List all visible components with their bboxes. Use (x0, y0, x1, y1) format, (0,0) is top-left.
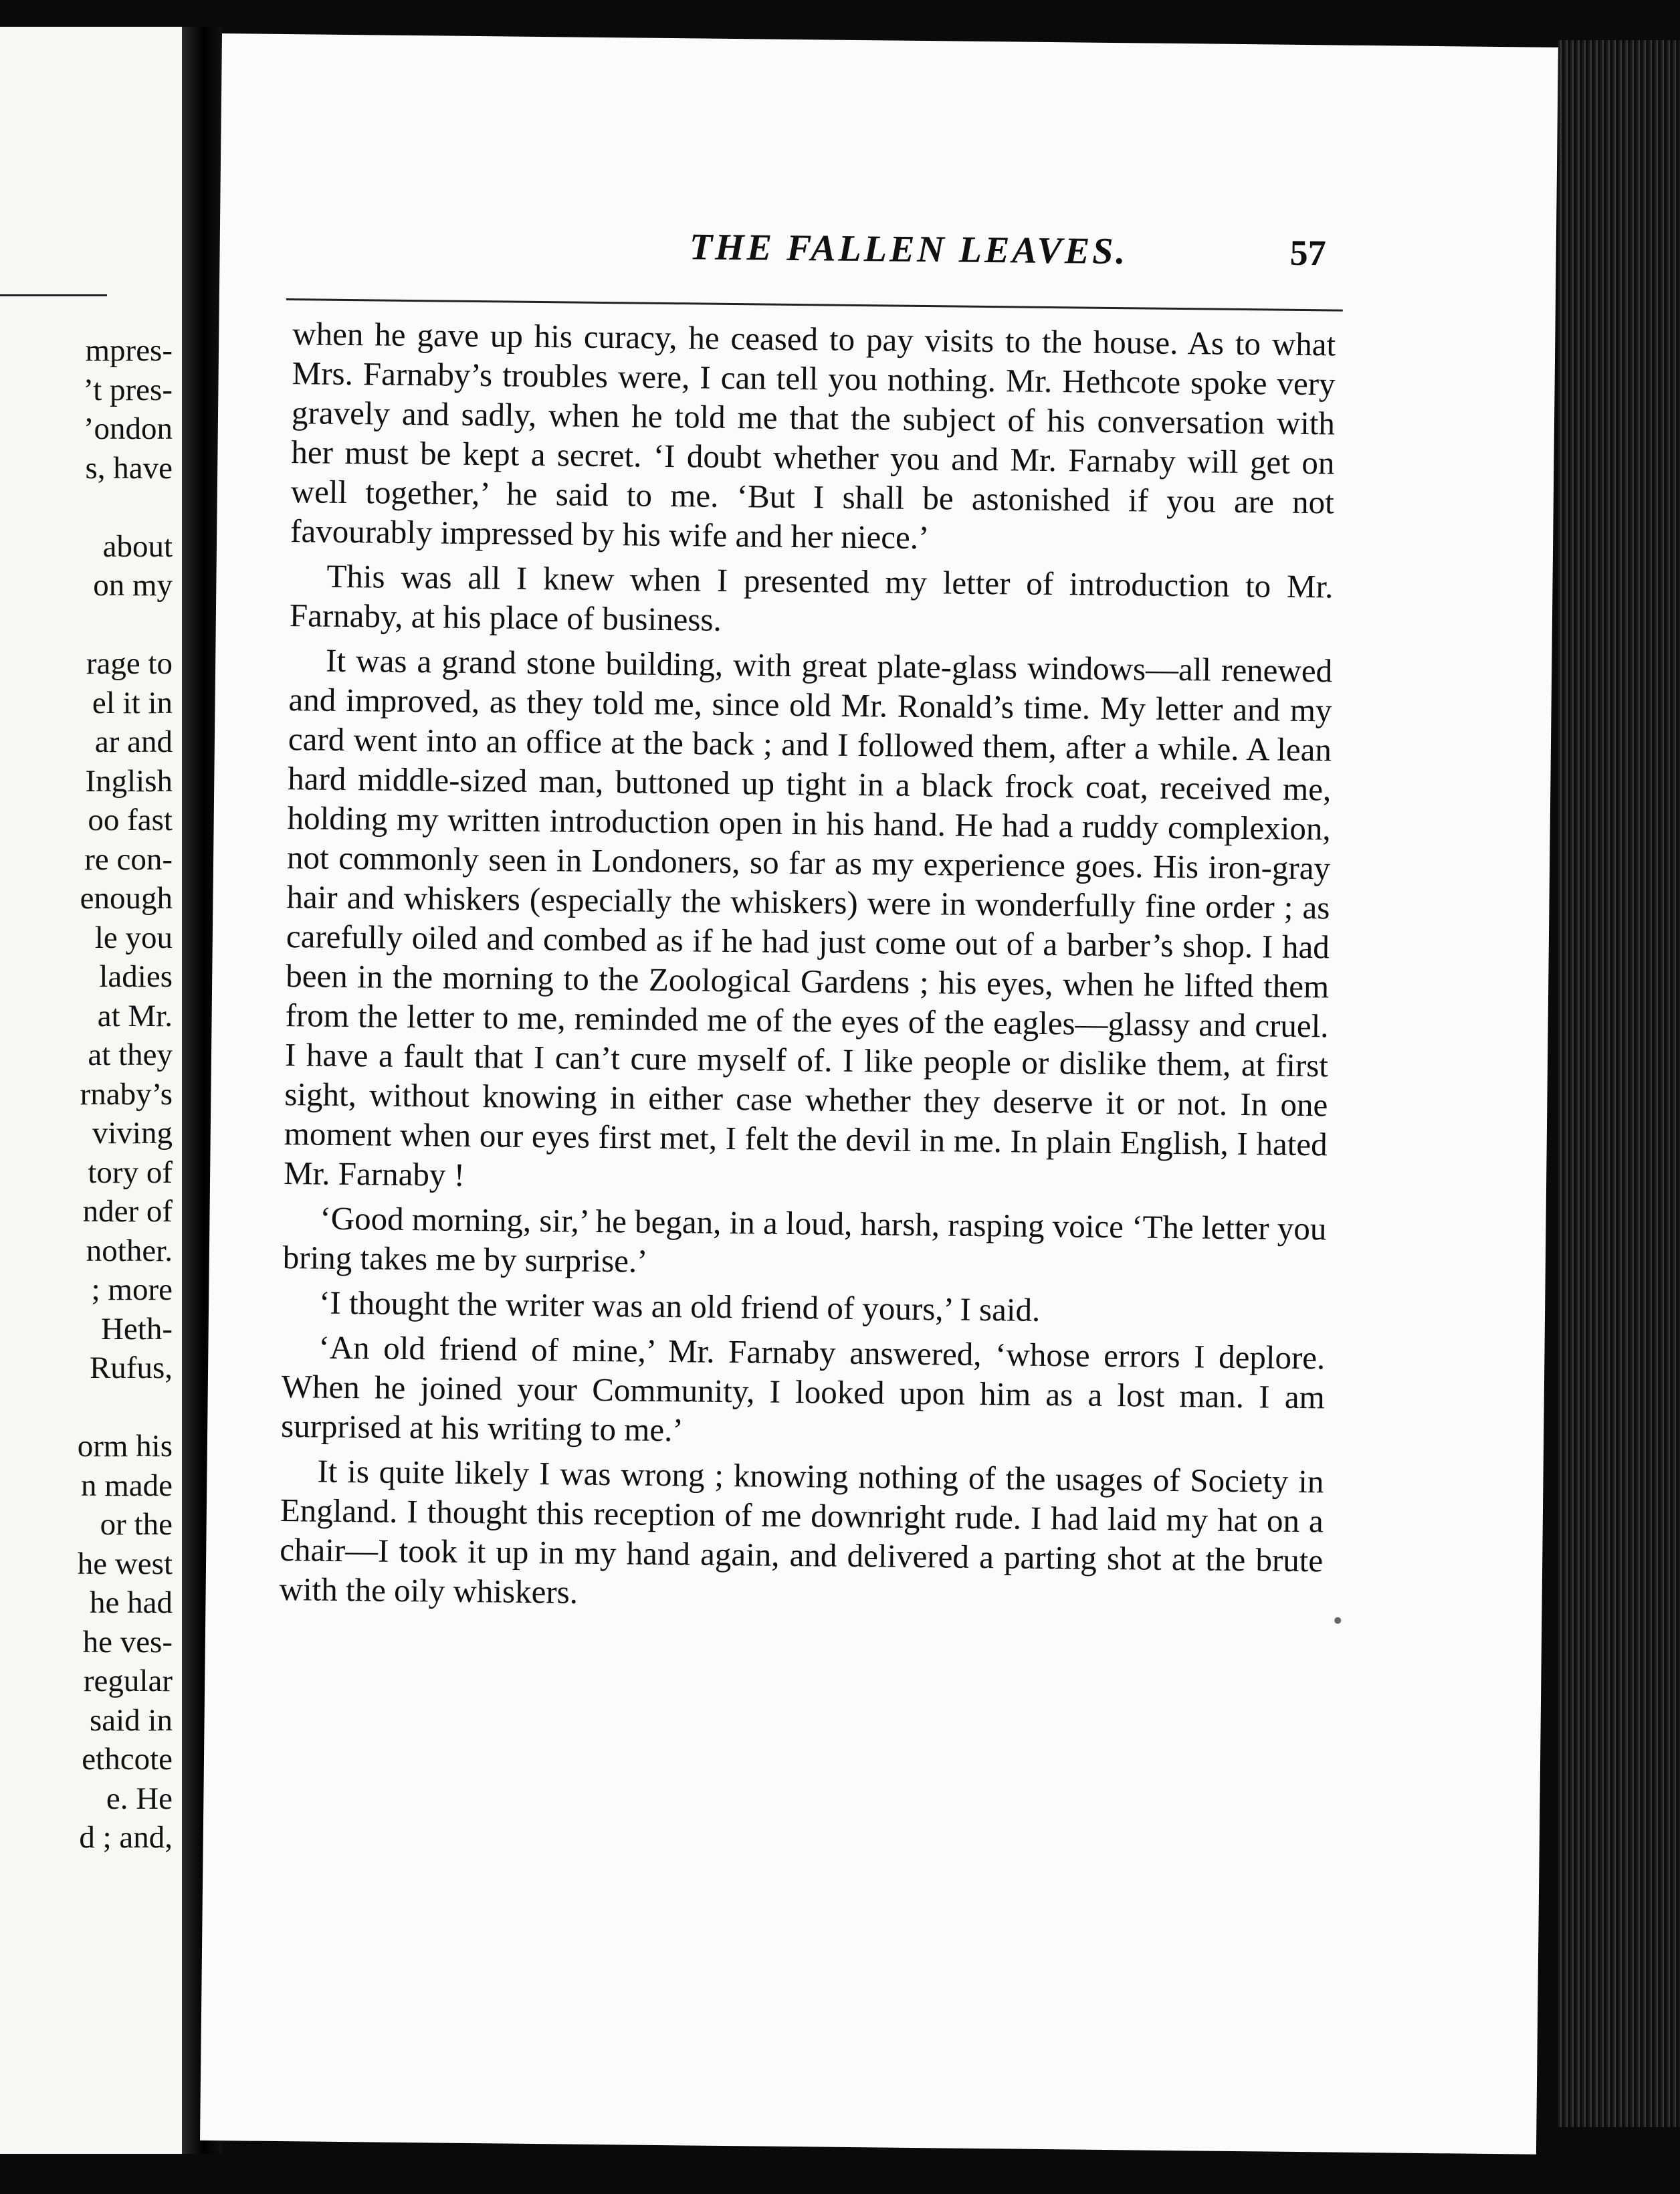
previous-page-line: about (102, 528, 173, 564)
previous-page-line: ethcote (82, 1742, 173, 1777)
paper-speck (1334, 1617, 1341, 1624)
previous-page-line: nother. (86, 1233, 173, 1268)
previous-page-line: regular (83, 1664, 173, 1698)
previous-page-line: rage to (86, 646, 173, 681)
previous-page-line: e. He (106, 1781, 173, 1816)
previous-page-line: he ves- (82, 1624, 173, 1660)
previous-page-header-rule (0, 294, 107, 296)
previous-page (0, 27, 182, 2154)
previous-page-line: orm his (77, 1429, 173, 1464)
previous-page-line: le you (94, 920, 173, 955)
previous-page-line: ; more (91, 1272, 173, 1307)
running-title: THE FALLEN LEAVES. (689, 226, 1128, 273)
previous-page-line: viving (92, 1116, 173, 1151)
previous-page-line (78, 605, 173, 645)
previous-page-line (78, 488, 173, 527)
previous-page-line: at Mr. (97, 998, 173, 1033)
paragraph: when he gave up his curacy, he ceased to pay visits to the house. As to what Mrs. Farnaby’s troubles were, I can tell you nothing. Mr. Hethcote spoke very gravely and sadly, when he told me that the subject of his conversation with her must be kept a secret. ‘I doubt whether you and Mr. Farnaby will get on well together,’ he said to me. ‘But I shall be astonished if you are not favourably impressed by his wife and her niece.’ (290, 315, 1336, 557)
previous-page-line: ’ondon (83, 411, 173, 446)
paragraph: This was all I knew when I presented my letter of introduction to Mr. Farnaby, at his place of business. (289, 557, 1334, 638)
previous-page-line: on my (93, 568, 173, 603)
previous-page-line: mpres- (85, 333, 173, 368)
page-number: 57 (1289, 232, 1326, 274)
previous-page-line: at they (88, 1037, 173, 1072)
previous-page-line (78, 1388, 173, 1427)
page-header (219, 221, 1556, 288)
paragraph: It is quite likely I was wrong ; knowing nothing of the usages of Society in England. I thought this reception of me downright rude. I had laid my hat on a chair—I took it up in my hand again, and delivered a parting shot at the brute with the oily whiskers. (279, 1452, 1324, 1611)
previous-page-line: nder of (82, 1194, 173, 1229)
previous-page-line: s, have (85, 450, 173, 486)
previous-page-line: Rufus, (89, 1351, 173, 1385)
paragraph: ‘Good morning, sir,’ he began, in a loud, harsh, rasping voice ‘The letter you bring takes me by surprise.’ (282, 1199, 1327, 1280)
previous-page-line: n made (80, 1468, 173, 1503)
previous-page-line: rnaby’s (80, 1076, 173, 1112)
paragraph: ‘I thought the writer was an old friend of yours,’ I said. (318, 1284, 1041, 1328)
paragraph: ‘An old friend of mine,’ Mr. Farnaby answered, ‘whose errors I deplore. When he joined your Community, I looked upon him as a lost man. I am surprised at his writing to me.’ (280, 1328, 1326, 1449)
previous-page-line: ’t pres- (83, 372, 173, 407)
paragraph: It was a grand stone building, with great plate-glass windows—all renewed and improved, as they told me, since old Mr. Ronald’s time. My letter and my card went into an office at the back ; and I followed them, after a while. A lean hard middle-sized man, buttoned up tight in a black frock coat, received me, holding my written introduction open in his hand. He had a ruddy complexion, not commonly seen in Londoners, so far as my experience goes. His iron-gray hair and whiskers (especially the whiskers) were in wonderfully fine order ; as carefully oiled and combed as if he had just come out of a barber’s shop. I had been in the morning to the Zoological Gardens ; his eyes, when he lifted them from the letter to me, reminded me of the eyes of the eagles—glassy and cruel. I have a fault that I can’t cure myself of. I like people or dislike them, at first sight, without knowing in either case whether they deserve it or not. In one moment when our eyes first met, I felt the devil in me. In plain English, I hated Mr. Farnaby ! (283, 641, 1333, 1193)
previous-page-line: Heth- (100, 1311, 173, 1347)
previous-page-line: el it in (92, 685, 173, 720)
previous-page-line: oo fast (88, 803, 173, 837)
previous-page-line: or the (100, 1507, 173, 1542)
previous-page-text (78, 331, 173, 1858)
header-rule (286, 298, 1343, 312)
previous-page-line: ar and (94, 724, 173, 759)
previous-page-line: tory of (88, 1155, 173, 1190)
previous-page-line: re con- (84, 841, 173, 877)
page-edges (1558, 40, 1680, 2127)
previous-page-line: d ; and, (79, 1820, 173, 1855)
previous-page-line: said in (89, 1702, 173, 1738)
current-page (200, 33, 1558, 2155)
previous-page-line: ladies (99, 959, 173, 994)
body-text (279, 314, 1336, 1625)
previous-page-line: he west (77, 1546, 173, 1581)
previous-page-line: Inglish (85, 763, 173, 799)
previous-page-line: enough (80, 881, 173, 916)
previous-page-line: he had (90, 1585, 173, 1620)
